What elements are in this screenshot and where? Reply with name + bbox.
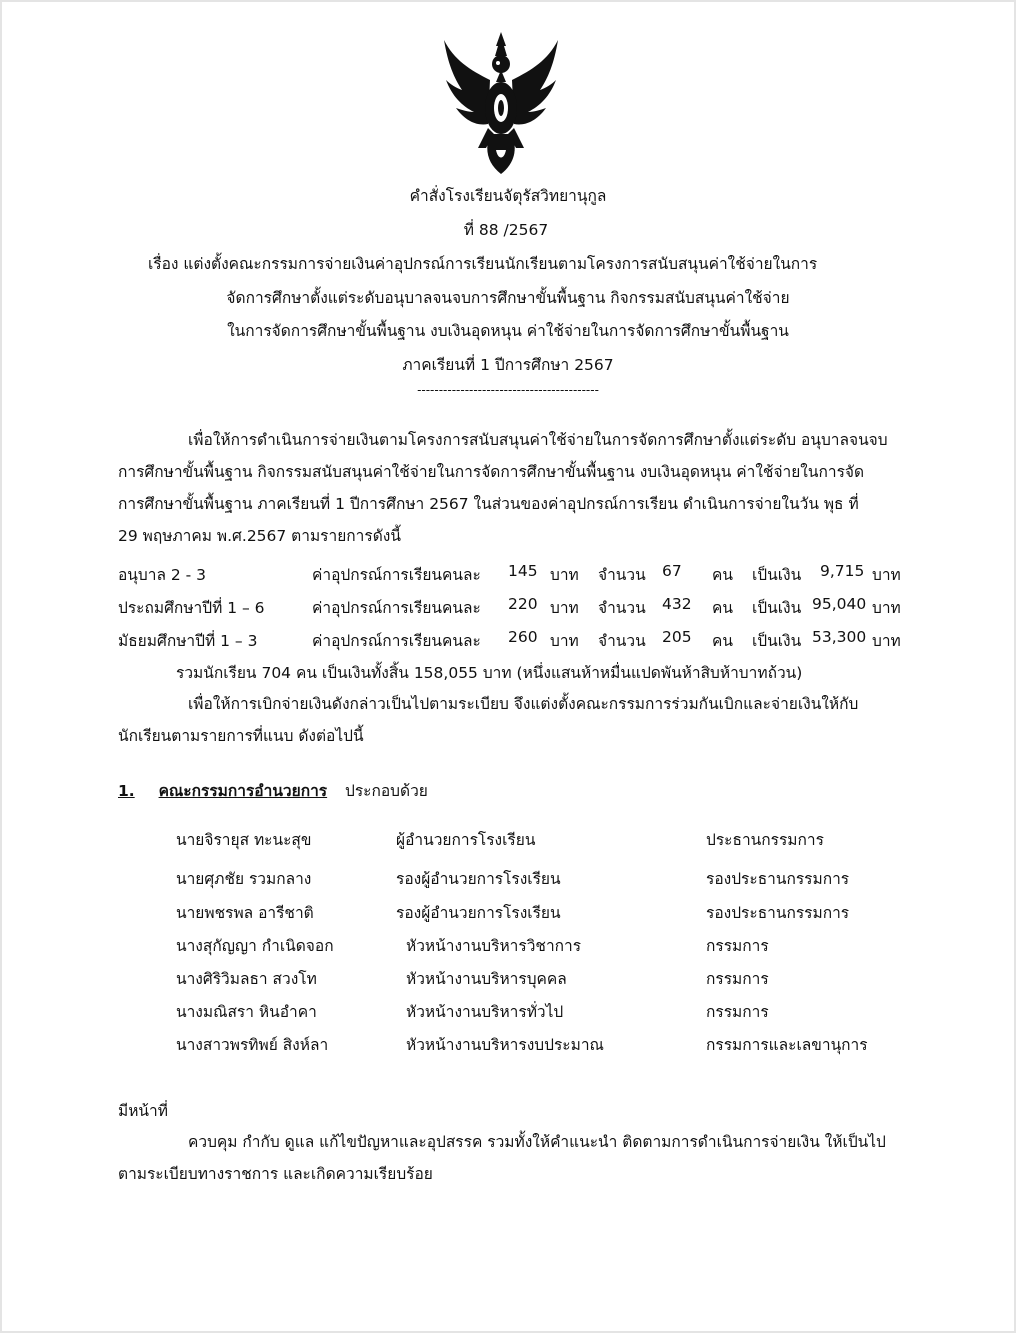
member-position: หัวหน้างานบริหารบุคคล xyxy=(406,970,567,988)
subject-line-3: ในการจัดการศึกษาขั้นพื้นฐาน งบเงินอุดหนุน ค่าใช้จ่ายในการจัดการศึกษาขั้นพื้นฐาน xyxy=(227,322,789,340)
payment-rate: 260 xyxy=(508,628,538,646)
payment-item: ค่าอุปกรณ์การเรียนคนละ xyxy=(312,599,481,617)
payment-item: ค่าอุปกรณ์การเรียนคนละ xyxy=(312,566,481,584)
payment-count-label: จำนวน xyxy=(598,566,646,584)
order-number: ที่ 88 /2567 xyxy=(463,221,549,239)
member-role: ประธานกรรมการ xyxy=(706,831,824,849)
payment-count-label: จำนวน xyxy=(598,632,646,650)
member-position: หัวหน้างานบริหารวิชาการ xyxy=(406,937,582,955)
payment-item: ค่าอุปกรณ์การเรียนคนละ xyxy=(312,632,481,650)
member-name: นางมณิสรา หินอำคา xyxy=(176,1003,317,1021)
duty-heading: มีหน้าที่ xyxy=(118,1102,168,1120)
payment-level: ประถมศึกษาปีที่ 1 – 6 xyxy=(118,599,265,617)
subject-line-2: จัดการศึกษาตั้งแต่ระดับอนุบาลจนจบการศึกษาขั้นพื้นฐาน กิจกรรมสนับสนุนค่าใช้จ่าย xyxy=(226,289,790,307)
payment-count: 432 xyxy=(662,595,692,613)
payment-unit: บาท xyxy=(550,632,579,650)
payment-unit: บาท xyxy=(550,566,579,584)
purpose-line: นักเรียนตามรายการที่แนบ ดังต่อไปนี้ xyxy=(118,727,364,745)
payment-amount-label: เป็นเงิน xyxy=(752,599,802,617)
committee-title: คณะกรรมการอำนวยการ xyxy=(158,782,328,800)
purpose-paragraph xyxy=(118,688,948,752)
member-position: หัวหน้างานบริหารงบประมาณ xyxy=(406,1036,604,1054)
member-role: รองประธานกรรมการ xyxy=(706,904,850,922)
subject-line-4: ภาคเรียนที่ 1 ปีการศึกษา 2567 xyxy=(402,356,614,374)
intro-paragraph xyxy=(118,424,948,552)
separator: ------------------------------------------ xyxy=(417,383,599,397)
duty-paragraph xyxy=(118,1126,948,1190)
member-role: กรรมการและเลขานุการ xyxy=(706,1036,868,1054)
payment-level: มัธยมศึกษาปีที่ 1 – 3 xyxy=(118,632,258,650)
payment-amount: 53,300 xyxy=(812,628,867,646)
member-name: นางสาวพรทิพย์ สิงห์ลา xyxy=(176,1036,329,1054)
payment-unit: บาท xyxy=(550,599,579,617)
intro-line: 29 พฤษภาคม พ.ศ.2567 ตามรายการดังนี้ xyxy=(118,527,401,545)
intro-line: การศึกษาขั้นพื้นฐาน ภาคเรียนที่ 1 ปีการศึกษา 2567 ในส่วนของค่าอุปกรณ์การเรียน ดำเนินการจ่ายในวัน พุธ ที่ xyxy=(118,495,859,513)
subject-line-1: เรื่อง แต่งตั้งคณะกรรมการจ่ายเงินค่าอุปกรณ์การเรียนนักเรียนตามโครงการสนับสนุนค่าใช้จ่ายในการ xyxy=(148,255,818,273)
garuda-emblem xyxy=(440,30,562,176)
payment-count: 67 xyxy=(662,562,682,580)
intro-line: การศึกษาขั้นพื้นฐาน กิจกรรมสนับสนุนค่าใช้จ่ายในการจัดการศึกษาขั้นพื้นฐาน งบเงินอุดหนุน ค่าใช้จ่ายในการจัด xyxy=(118,463,865,481)
payment-unit: บาท xyxy=(872,632,901,650)
intro-line: เพื่อให้การดำเนินการจ่ายเงินตามโครงการสนับสนุนค่าใช้จ่ายในการจัดการศึกษาตั้งแต่ระดับ อนุบาลจนจบ xyxy=(188,431,888,449)
payment-amount: 95,040 xyxy=(812,595,867,613)
payment-rate: 145 xyxy=(508,562,538,580)
duty-line: ควบคุม กำกับ ดูแล แก้ไขปัญหาและอุปสรรค รวมทั้งให้คำแนะนำ ติดตามการดำเนินการจ่ายเงิน ให้เป็นไป xyxy=(188,1133,886,1151)
committee-number: 1. xyxy=(118,782,135,800)
purpose-line: เพื่อให้การเบิกจ่ายเงินดังกล่าวเป็นไปตามระเบียบ จึงแต่งตั้งคณะกรรมการร่วมกันเบิกและจ่ายเงินให้กับ xyxy=(188,695,859,713)
payment-unit: บาท xyxy=(872,599,901,617)
member-position: หัวหน้างานบริหารทั่วไป xyxy=(406,1003,564,1021)
payment-amount-label: เป็นเงิน xyxy=(752,632,802,650)
member-name: นางศิริวิมลธา สวงโท xyxy=(176,970,317,988)
payment-person: คน xyxy=(712,599,733,617)
payment-count-label: จำนวน xyxy=(598,599,646,617)
duty-line: ตามระเบียบทางราชการ และเกิดความเรียบร้อย xyxy=(118,1165,433,1183)
member-name: นายจิรายุส ทะนะสุข xyxy=(176,831,312,849)
payment-amount-label: เป็นเงิน xyxy=(752,566,802,584)
member-role: กรรมการ xyxy=(706,970,769,988)
order-title: คำสั่งโรงเรียนจัตุรัสวิทยานุกูล xyxy=(409,187,607,205)
committee-heading xyxy=(118,778,428,803)
payment-unit: บาท xyxy=(872,566,901,584)
committee-heading-suffix: ประกอบด้วย xyxy=(345,782,428,800)
payment-count: 205 xyxy=(662,628,692,646)
member-position: ผู้อำนวยการโรงเรียน xyxy=(396,831,536,849)
member-role: กรรมการ xyxy=(706,1003,769,1021)
member-position: รองผู้อำนวยการโรงเรียน xyxy=(396,870,561,888)
payment-person: คน xyxy=(712,632,733,650)
member-position: รองผู้อำนวยการโรงเรียน xyxy=(396,904,561,922)
payment-rate: 220 xyxy=(508,595,538,613)
member-role: กรรมการ xyxy=(706,937,769,955)
payment-amount: 9,715 xyxy=(820,562,865,580)
payment-person: คน xyxy=(712,566,733,584)
member-name: นางสุกัญญา กำเนิดจอก xyxy=(176,937,334,955)
total-line: รวมนักเรียน 704 คน เป็นเงินทั้งสิ้น 158,055 บาท (หนึ่งแสนห้าหมื่นแปดพันห้าสิบห้าบาทถ้วน) xyxy=(176,664,803,682)
member-name: นายพชรพล อารีชาติ xyxy=(176,904,314,922)
member-role: รองประธานกรรมการ xyxy=(706,870,850,888)
payment-level: อนุบาล 2 - 3 xyxy=(118,566,207,584)
member-name: นายศุภชัย รวมกลาง xyxy=(176,870,312,888)
